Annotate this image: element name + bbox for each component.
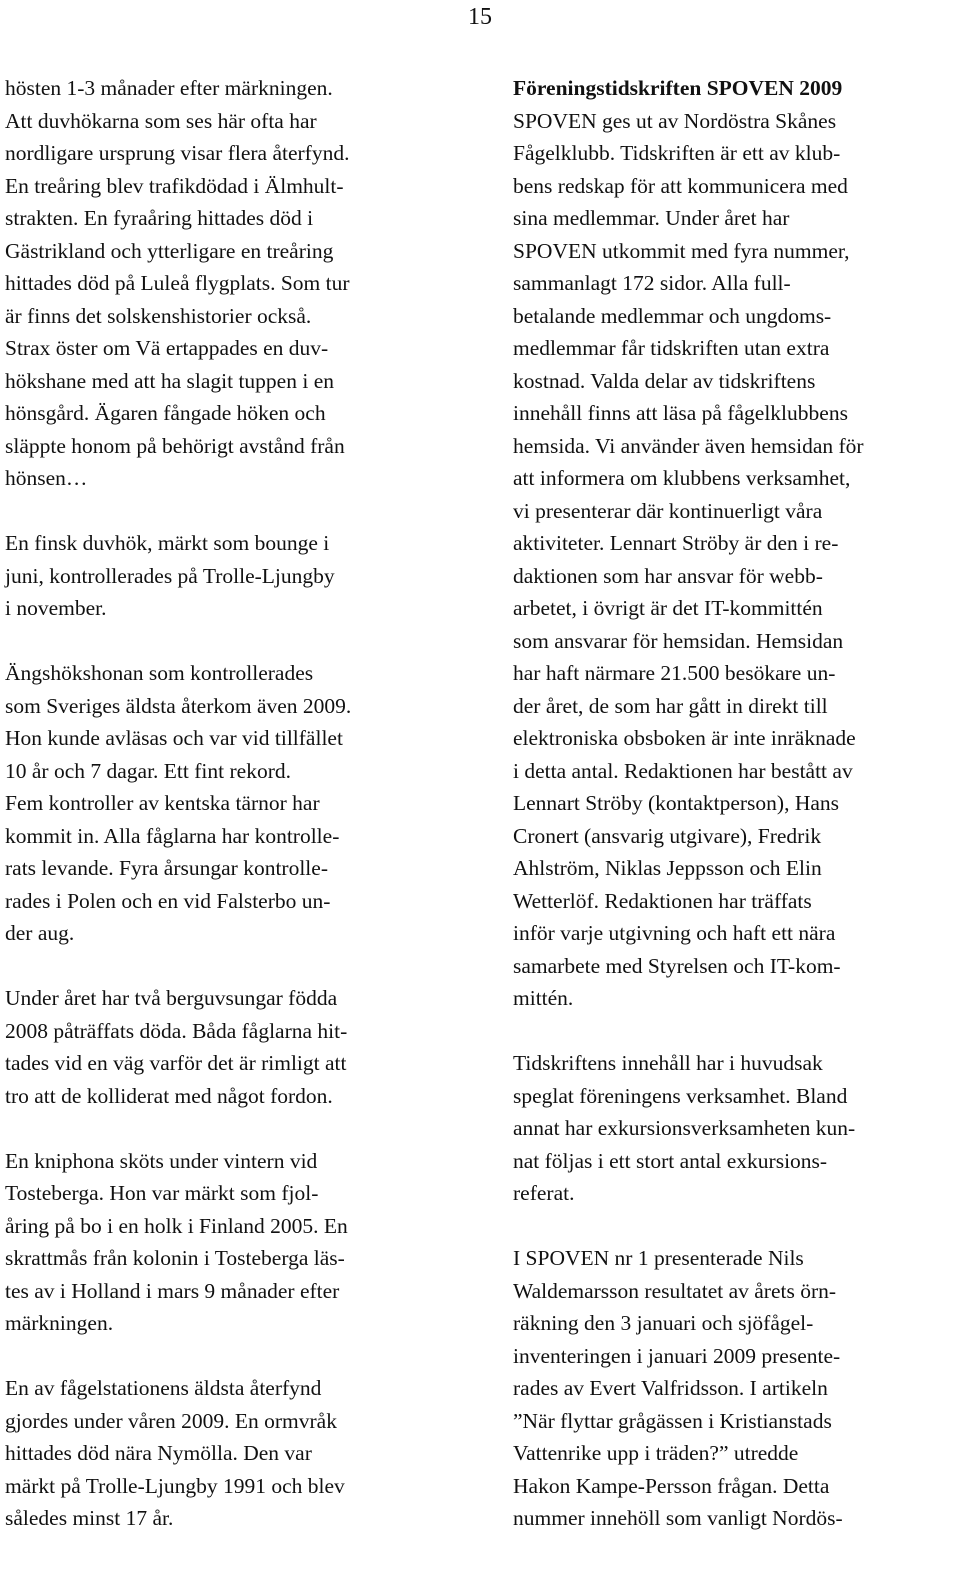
text-line: I SPOVEN nr 1 presenterade Nils — [513, 1246, 804, 1270]
paragraph-gap — [5, 495, 445, 528]
text-line: ”När flyttar grågässen i Kristianstads — [513, 1408, 832, 1433]
text-line: rats levande. Fyra årsungar kontrolle- — [5, 856, 328, 880]
text-line: hökshane med att ha slagit tuppen i en — [5, 368, 334, 393]
text-line: Ahlström, Niklas Jeppsson och Elin — [513, 856, 822, 880]
text-line: Cronert (ansvarig utgivare), Fredrik — [513, 823, 822, 848]
text-line: att informera om klubbens verksamhet, — [513, 466, 851, 490]
text-line: är finns det solskenshistorier också. — [5, 303, 312, 328]
text-line: sina medlemmar. Under året har — [513, 206, 790, 230]
text-line: Att duvhökarna som ses här ofta har — [5, 108, 317, 133]
text-line: hösten 1-3 månader efter märkningen. — [5, 76, 333, 100]
text-line: gjordes under våren 2009. En ormvråk — [5, 1408, 337, 1433]
text-line: der aug. — [5, 921, 75, 945]
paragraph-gap — [5, 625, 445, 658]
text-line: 2008 påträffats döda. Båda fåglarna hit- — [5, 1018, 348, 1043]
text-line: hittades död nära Nymölla. Den var — [5, 1441, 312, 1465]
text-line: annat har exkursionsverksamheten kun- — [513, 1116, 856, 1140]
text-line: således minst 17 år. — [5, 1506, 174, 1530]
text-line: i detta antal. Redaktionen har bestått av — [513, 758, 853, 783]
text-line: hönsen… — [5, 466, 88, 490]
text-line: SPOVEN ges ut av Nordöstra Skånes — [513, 108, 837, 133]
text-line: Strax öster om Vä ertappades en duv- — [5, 336, 329, 360]
text-line: tro att de kolliderat med något fordon. — [5, 1083, 333, 1108]
text-line: Fågelklubb. Tidskriften är ett av klub- — [513, 141, 841, 165]
text-line: Tidskriftens innehåll har i huvudsak — [513, 1051, 823, 1075]
text-line: rades i Polen och en vid Falsterbo un- — [5, 888, 331, 913]
text-line: En treåring blev trafikdödad i Älmhult- — [5, 173, 344, 198]
text-line: Ängshökshonan som kontrollerades — [5, 661, 314, 685]
text-line: hittades död på Luleå flygplats. Som tur — [5, 271, 350, 295]
text-line: Vattenrike upp i träden?” utredde — [513, 1441, 799, 1465]
text-line: Hon kunde avläsas och var vid tillfället — [5, 726, 343, 750]
text-line: som ansvarar för hemsidan. Hemsidan — [513, 628, 844, 653]
text-line: tades vid en väg varför det är rimligt att — [5, 1051, 347, 1075]
text-line: vi presenterar där kontinuerligt våra — [513, 498, 823, 523]
left-column — [5, 72, 445, 1535]
text-line: elektroniska obsboken är inte inräknade — [513, 726, 856, 750]
text-line: der året, de som har gått in direkt till — [513, 693, 828, 718]
text-line: innehåll finns att läsa på fågelklubbens — [513, 401, 848, 425]
text-line: Gästrikland och ytterligare en treåring — [5, 238, 334, 263]
paragraph-gap — [5, 950, 445, 983]
text-line: 10 år och 7 dagar. Ett fint rekord. — [5, 758, 291, 783]
text-line: medlemmar får tidskriften utan extra — [513, 336, 830, 360]
text-line: släppte honom på behörigt avstånd från — [5, 433, 345, 458]
text-line: inför varje utgivning och haft ett nära — [513, 921, 836, 945]
page-number: 15 — [468, 4, 492, 30]
text-line: daktionen som har ansvar för webb- — [513, 563, 823, 588]
right-column — [513, 72, 953, 1535]
text-line: kostnad. Valda delar av tidskriftens — [513, 368, 816, 393]
section-heading: Föreningstidskriften SPOVEN 2009 — [513, 76, 843, 100]
text-line: i november. — [5, 596, 107, 620]
text-line: Hakon Kampe-Persson frågan. Detta — [513, 1473, 830, 1498]
text-line: arbetet, i övrigt är det IT-kommittén — [513, 596, 823, 620]
text-line: sammanlagt 172 sidor. Alla full- — [513, 271, 791, 295]
text-line: referat. — [513, 1181, 575, 1205]
text-line: juni, kontrollerades på Trolle-Ljungby — [5, 563, 335, 588]
text-line: kommit in. Alla fåglarna har kontrolle- — [5, 823, 340, 848]
text-line: En av fågelstationens äldsta återfynd — [5, 1376, 322, 1400]
text-line: nat följas i ett stort antal exkursions- — [513, 1148, 828, 1173]
text-line: bens redskap för att kommunicera med — [513, 173, 848, 198]
text-line: märkt på Trolle-Ljungby 1991 och blev — [5, 1473, 345, 1498]
text-line: rades av Evert Valfridsson. I artikeln — [513, 1376, 828, 1400]
text-line: Fem kontroller av kentska tärnor har — [5, 791, 320, 815]
paragraph-gap — [513, 1210, 953, 1243]
paragraph-gap — [5, 1340, 445, 1373]
paragraph-gap — [513, 1015, 953, 1048]
text-line: räkning den 3 januari och sjöfågel- — [513, 1311, 814, 1335]
text-line: mittén. — [513, 986, 574, 1010]
text-line: åring på bo i en holk i Finland 2005. En — [5, 1213, 348, 1238]
text-line: Lennart Ströby (kontaktperson), Hans — [513, 791, 840, 815]
text-line: Tosteberga. Hon var märkt som fjol- — [5, 1181, 319, 1205]
text-line: aktiviteter. Lennart Ströby är den i re- — [513, 531, 839, 555]
text-line: En kniphona sköts under vintern vid — [5, 1148, 318, 1173]
text-line: skrattmås från kolonin i Tosteberga läs- — [5, 1246, 345, 1270]
text-line: hönsgård. Ägaren fångade höken och — [5, 401, 326, 425]
text-line: betalande medlemmar och ungdoms- — [513, 303, 832, 328]
text-line: speglat föreningens verksamhet. Bland — [513, 1083, 848, 1108]
text-line: nummer innehöll som vanligt Nordös- — [513, 1506, 843, 1530]
text-line: har haft närmare 21.500 besökare un- — [513, 661, 836, 685]
text-line: SPOVEN utkommit med fyra nummer, — [513, 238, 850, 263]
text-line: Wetterlöf. Redaktionen har träffats — [513, 888, 812, 913]
text-line: inventeringen i januari 2009 presente- — [513, 1343, 841, 1368]
text-line: strakten. En fyraåring hittades död i — [5, 206, 314, 230]
text-line: nordligare ursprung visar flera återfynd. — [5, 141, 350, 165]
text-line: Waldemarsson resultatet av årets örn- — [513, 1278, 837, 1303]
text-line: En finsk duvhök, märkt som bounge i — [5, 531, 330, 555]
text-line: hemsida. Vi använder även hemsidan för — [513, 433, 864, 458]
text-line: tes av i Holland i mars 9 månader efter — [5, 1278, 340, 1303]
paragraph-gap — [5, 1112, 445, 1145]
text-line: Under året har två berguvsungar födda — [5, 986, 338, 1010]
text-line: samarbete med Styrelsen och IT-kom- — [513, 953, 841, 978]
text-line: som Sveriges äldsta återkom även 2009. — [5, 693, 352, 718]
text-line: märkningen. — [5, 1311, 114, 1335]
